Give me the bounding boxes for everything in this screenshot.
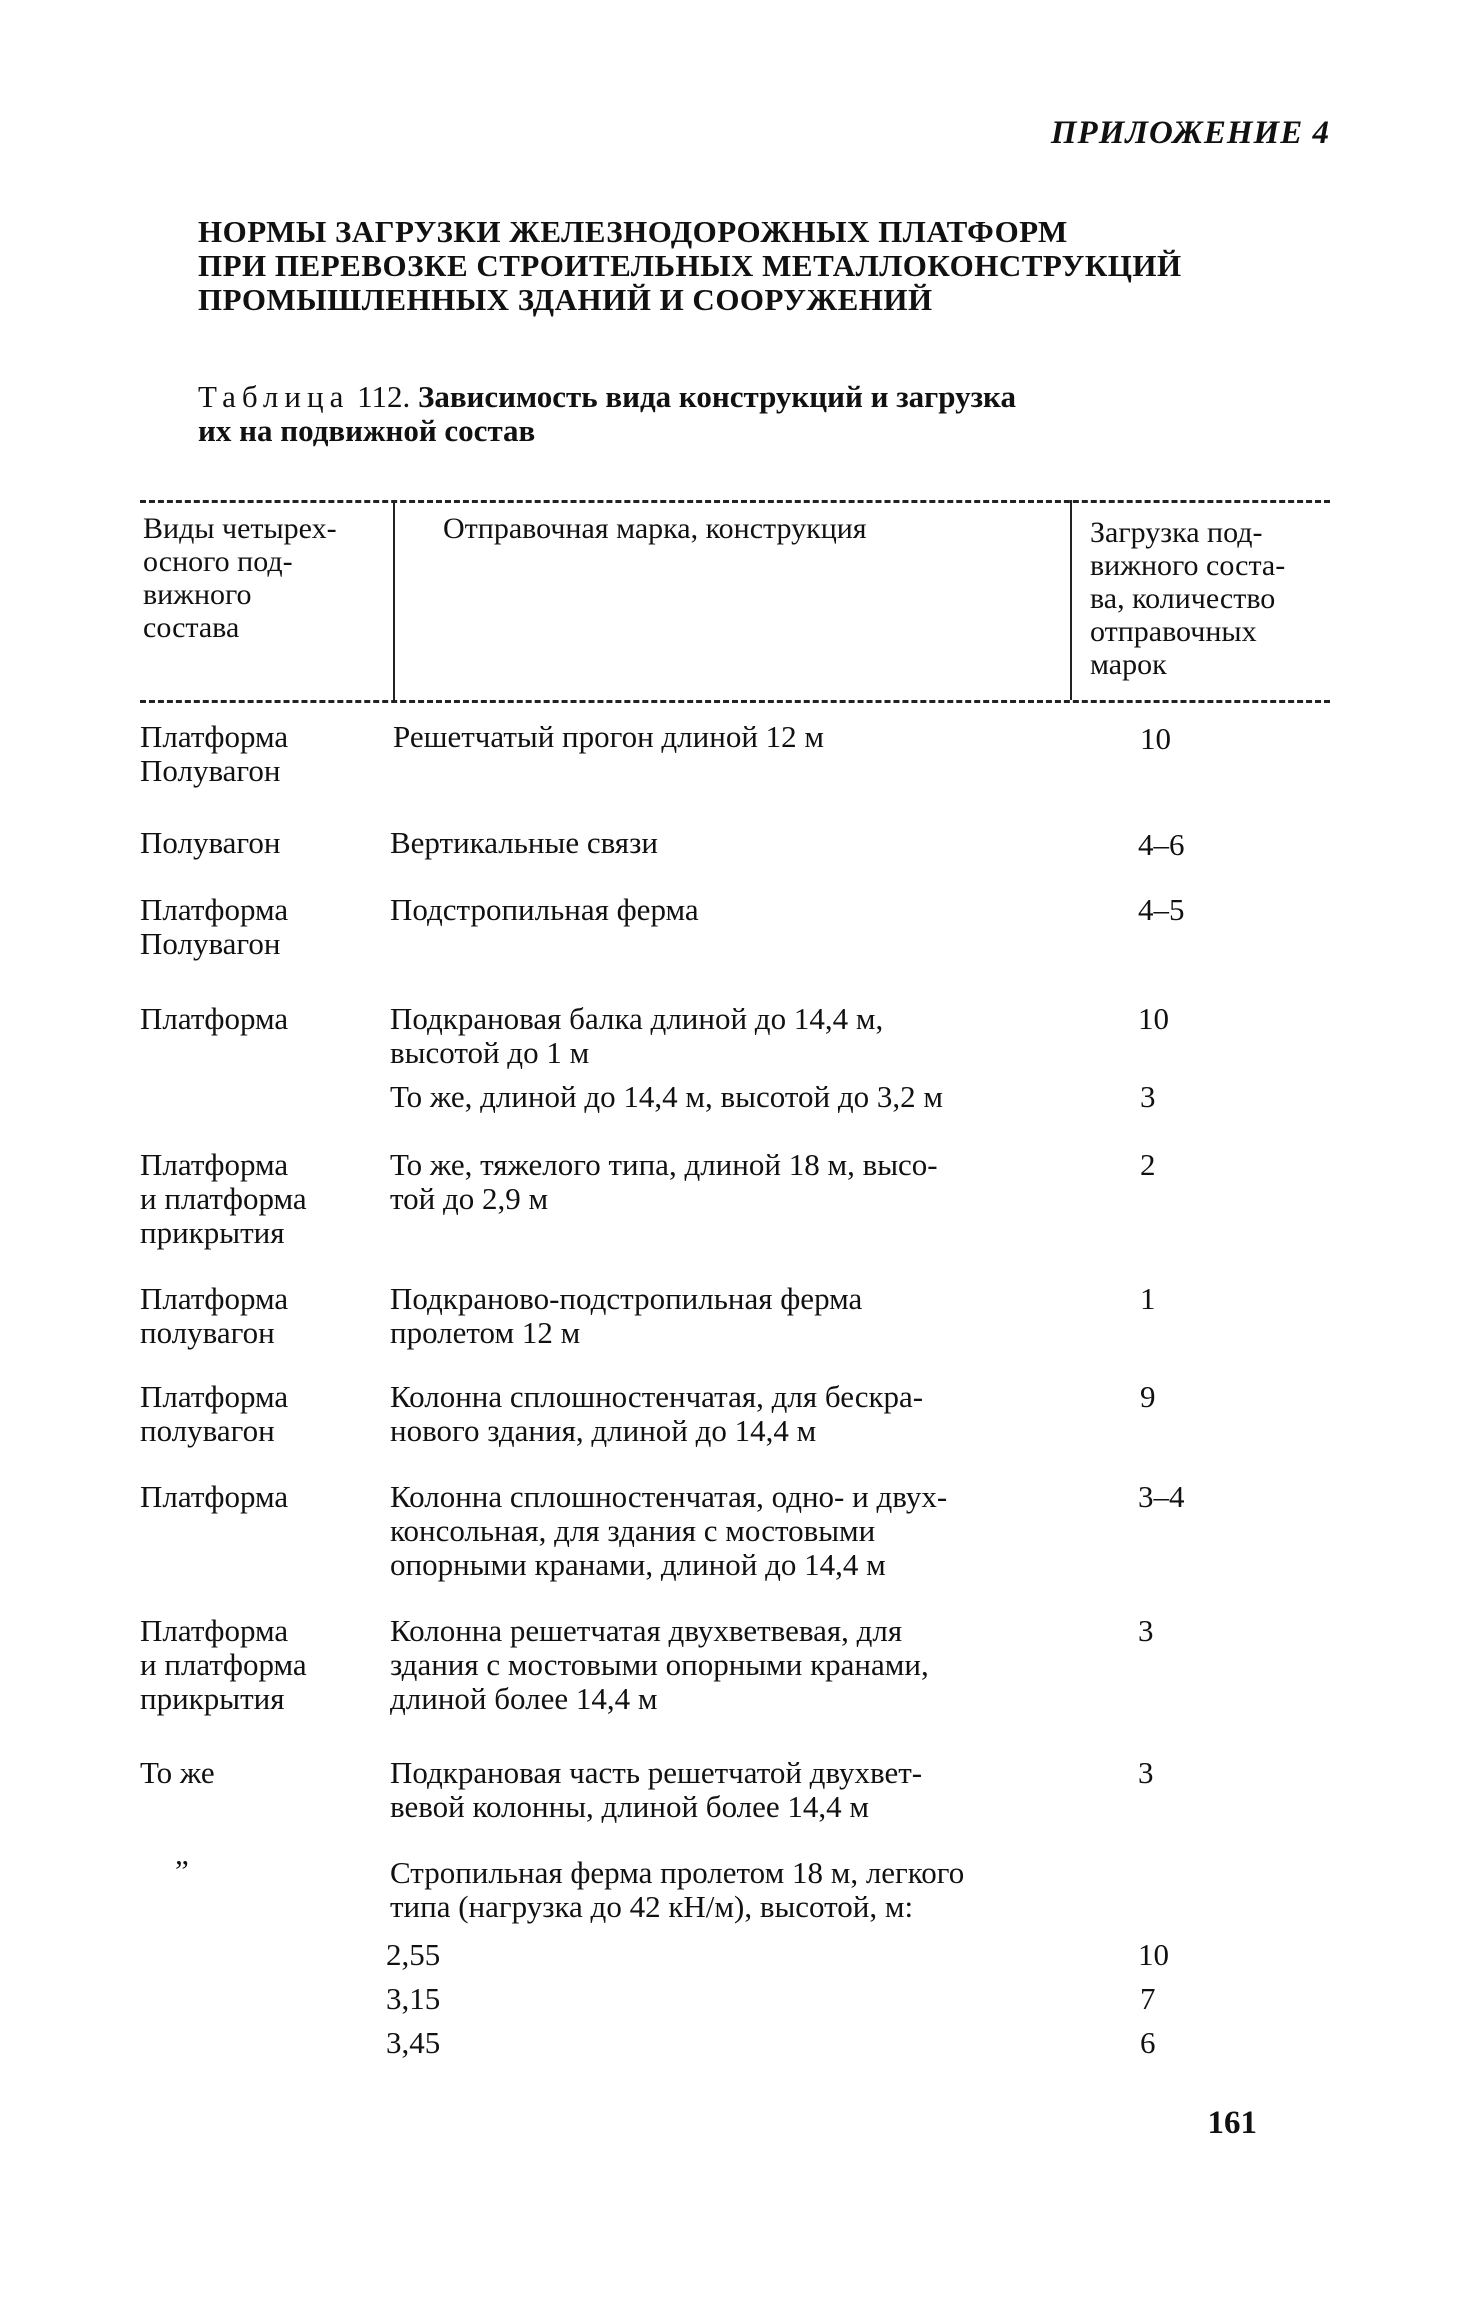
row-construction: Подкрановая балка длиной до 14,4 м, высотой до 1 м	[390, 1001, 884, 1070]
row-quantity: 3	[1138, 1755, 1154, 1790]
header-vehicle-type: Виды четырех- осного под- вижного состава	[143, 512, 337, 644]
row-construction: Решетчатый прогон длиной 12 м	[393, 719, 825, 754]
row-height-value: 2,55	[386, 1937, 441, 1972]
row-construction: Колонна сплошностенчатая, для бескра- нового здания, длиной до 14,4 м	[390, 1379, 924, 1448]
table-header-rule	[140, 700, 1330, 703]
row-construction: Вертикальные связи	[390, 825, 658, 860]
row-construction: Подкраново-подстропильная ферма пролетом 12 м	[390, 1281, 863, 1350]
column-divider-1	[393, 500, 395, 700]
row-quantity: 3	[1140, 1079, 1156, 1114]
header-load-quantity: Загрузка под- вижного соста- ва, количество отправочных марок	[1090, 516, 1286, 681]
row-quantity: 1	[1140, 1281, 1156, 1316]
row-vehicle: Платформа	[140, 1001, 289, 1036]
row-construction: То же, тяжелого типа, длиной 18 м, высо- той до 2,9 м	[390, 1147, 938, 1216]
row-quantity: 9	[1140, 1379, 1156, 1414]
title-line: НОРМЫ ЗАГРУЗКИ ЖЕЛЕЗНОДОРОЖНЫХ ПЛАТФОРМ	[198, 214, 1068, 249]
title-line: ПРИ ПЕРЕВОЗКЕ СТРОИТЕЛЬНЫХ МЕТАЛЛОКОНСТРУКЦИЙ	[198, 248, 1182, 283]
title-line: ПРОМЫШЛЕННЫХ ЗДАНИЙ И СООРУЖЕНИЙ	[198, 282, 933, 317]
row-construction: Колонна сплошностенчатая, одно- и двух- консольная, для здания с мостовыми опорными кранами, длиной до 14,4 м	[390, 1479, 948, 1582]
table-top-rule	[140, 500, 1330, 503]
caption-label: Таблица	[198, 379, 350, 414]
appendix-label: ПРИЛОЖЕНИЕ 4	[1050, 115, 1330, 151]
row-height-value: 3,45	[386, 2025, 441, 2060]
caption-text-2: их на подвижной состав	[198, 413, 536, 448]
row-construction: Подкрановая часть решетчатой двухвет- вевой колонны, длиной более 14,4 м	[390, 1755, 923, 1824]
row-vehicle: Платформа и платформа прикрытия	[140, 1613, 307, 1716]
row-quantity: 2	[1140, 1147, 1156, 1182]
row-quantity: 10	[1140, 721, 1171, 756]
row-construction: Стропильная ферма пролетом 18 м, легкого типа (нагрузка до 42 кН/м), высотой, м:	[390, 1855, 965, 1924]
column-divider-2	[1070, 500, 1072, 700]
row-quantity: 3–4	[1138, 1479, 1185, 1514]
row-quantity: 10	[1138, 1937, 1169, 1972]
document-title	[198, 215, 1182, 317]
row-vehicle: Платформа полувагон	[140, 1379, 289, 1448]
row-quantity: 7	[1140, 1981, 1156, 2016]
table-caption	[198, 380, 1198, 448]
row-vehicle: Платформа полувагон	[140, 1281, 289, 1350]
row-vehicle: Платформа	[140, 1479, 289, 1514]
row-quantity: 10	[1138, 1001, 1169, 1036]
row-vehicle: То же	[140, 1755, 215, 1790]
row-vehicle: Платформа и платформа прикрытия	[140, 1147, 307, 1250]
row-construction: Колонна решетчатая двухветвевая, для здания с мостовыми опорными кранами, длиной более 14,4 м	[390, 1613, 929, 1716]
caption-text: Зависимость вида конструкций и загрузка	[417, 379, 1016, 414]
row-quantity: 3	[1138, 1613, 1154, 1648]
row-vehicle: Платформа Полувагон	[140, 719, 289, 788]
header-shipping-mark: Отправочная марка, конструкция	[443, 512, 867, 545]
row-construction: Подстропильная ферма	[390, 892, 699, 927]
caption-number: 112.	[357, 379, 411, 414]
row-vehicle-ditto: ”	[175, 1853, 189, 1888]
row-construction: То же, длиной до 14,4 м, высотой до 3,2 м	[390, 1079, 943, 1114]
row-quantity: 6	[1140, 2025, 1156, 2060]
row-quantity: 4–5	[1138, 892, 1185, 927]
page-number: 161	[1207, 2105, 1257, 2141]
row-vehicle: Полувагон	[140, 825, 281, 860]
row-quantity: 4–6	[1138, 827, 1185, 862]
row-vehicle: Платформа Полувагон	[140, 892, 289, 961]
row-height-value: 3,15	[386, 1981, 441, 2016]
